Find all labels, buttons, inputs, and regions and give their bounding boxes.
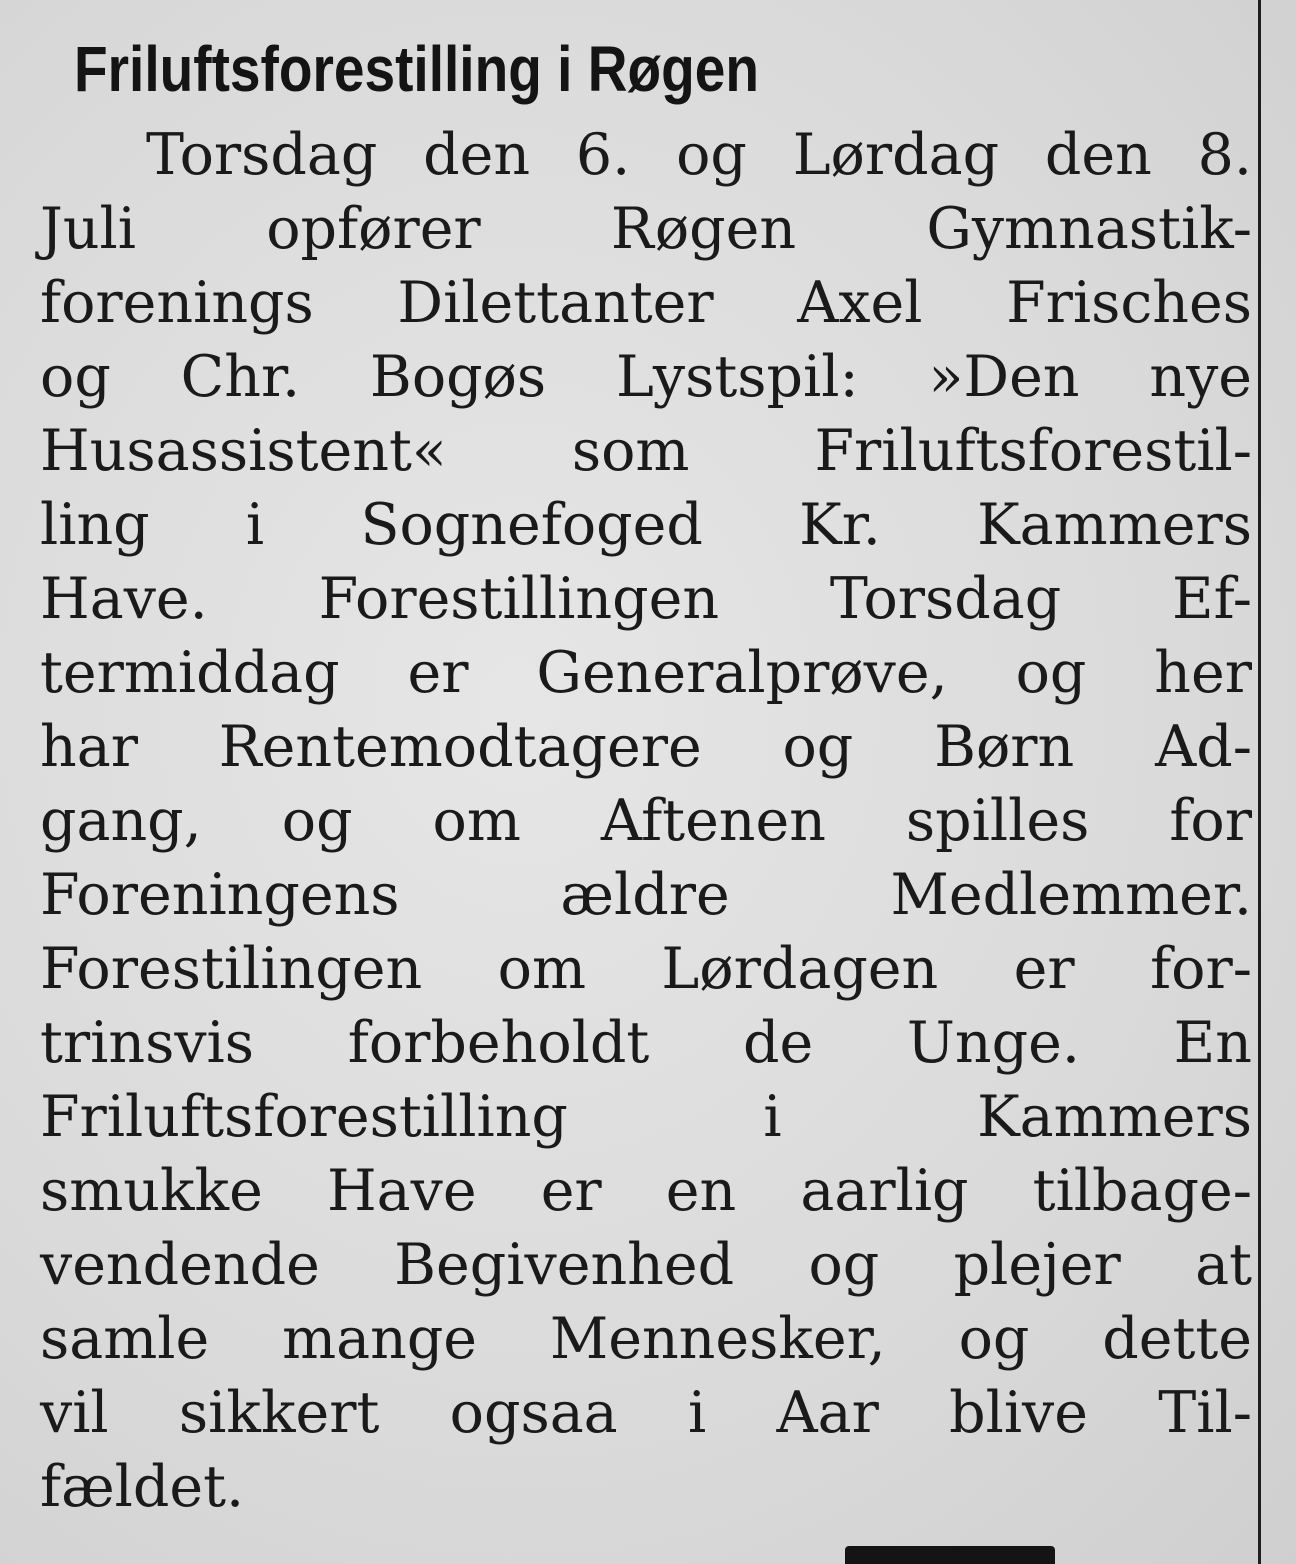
next-article-headline-fragment bbox=[845, 1546, 1055, 1564]
article-headline: Friluftsforestilling i Røgen bbox=[74, 33, 759, 105]
article-line: Forestilingen om Lørdagen er for- bbox=[40, 936, 1252, 1002]
article-line: Foreningens ældre Medlemmer. bbox=[40, 862, 1252, 928]
article-line: fældet. bbox=[40, 1454, 245, 1520]
article-line: forenings Dilettanter Axel Frisches bbox=[40, 270, 1252, 336]
article-line: vil sikkert ogsaa i Aar blive Til- bbox=[40, 1380, 1252, 1446]
article-line: smukke Have er en aarlig tilbage- bbox=[40, 1158, 1252, 1224]
article-line: termiddag er Generalprøve, og her bbox=[40, 640, 1252, 706]
article-line: Friluftsforestilling i Kammers bbox=[40, 1084, 1252, 1150]
article-line: samle mange Mennesker, og dette bbox=[40, 1306, 1252, 1372]
article-line: har Rentemodtagere og Børn Ad- bbox=[40, 714, 1252, 780]
article-line: Husassistent« som Friluftsforestil- bbox=[40, 418, 1252, 484]
article-line: ling i Sognefoged Kr. Kammers bbox=[40, 492, 1252, 558]
article-line: gang, og om Aftenen spilles for bbox=[40, 788, 1252, 854]
article-line: og Chr. Bogøs Lystspil: »Den nye bbox=[40, 344, 1252, 410]
article-body bbox=[40, 118, 1252, 1524]
article-line: Torsdag den 6. og Lørdag den 8. bbox=[146, 122, 1252, 188]
article-line: trinsvis forbeholdt de Unge. En bbox=[40, 1010, 1252, 1076]
article-line: Juli opfører Røgen Gymnastik- bbox=[40, 196, 1252, 262]
article-line: vendende Begivenhed og plejer at bbox=[40, 1232, 1252, 1298]
column-rule bbox=[1258, 0, 1261, 1564]
article-line: Have. Forestillingen Torsdag Ef- bbox=[40, 566, 1252, 632]
